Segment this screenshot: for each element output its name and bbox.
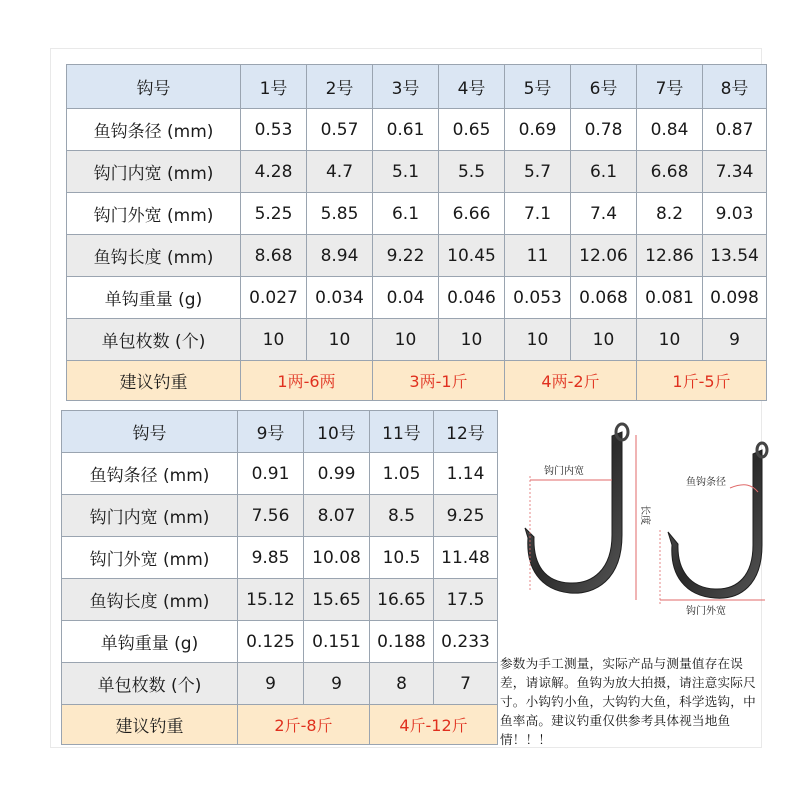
recommend-range: 4斤-12斤 bbox=[370, 705, 498, 745]
table-row-outer-gap-width bbox=[62, 537, 498, 579]
table-cell: 10 bbox=[307, 319, 373, 361]
recommend-range: 1两-6两 bbox=[241, 361, 373, 401]
header-hook-size-label: 钩号 bbox=[67, 65, 241, 109]
table-cell: 9 bbox=[238, 663, 304, 705]
table-cell: 6.68 bbox=[637, 151, 703, 193]
header-hook-size: 5号 bbox=[505, 65, 571, 109]
table-cell: 0.068 bbox=[571, 277, 637, 319]
table-cell: 8.2 bbox=[637, 193, 703, 235]
table-cell: 0.098 bbox=[703, 277, 767, 319]
row-label: 钩门内宽 (mm) bbox=[67, 151, 241, 193]
table-cell: 8.5 bbox=[370, 495, 434, 537]
recommend-range: 1斤-5斤 bbox=[637, 361, 767, 401]
row-label: 单包枚数 (个) bbox=[67, 319, 241, 361]
table-cell: 12.86 bbox=[637, 235, 703, 277]
right-hook-image bbox=[668, 443, 767, 598]
table-cell: 10 bbox=[373, 319, 439, 361]
table-cell: 6.66 bbox=[439, 193, 505, 235]
header-hook-size: 3号 bbox=[373, 65, 439, 109]
header-hook-size: 8号 bbox=[703, 65, 767, 109]
header-hook-size: 6号 bbox=[571, 65, 637, 109]
table-row-pack-count bbox=[62, 663, 498, 705]
header-hook-size: 4号 bbox=[439, 65, 505, 109]
label-wire-diameter: 鱼钩条径 bbox=[686, 477, 726, 488]
label-outer-width: 钩门外宽 bbox=[686, 606, 726, 617]
table-cell: 0.78 bbox=[571, 109, 637, 151]
header-hook-size: 2号 bbox=[307, 65, 373, 109]
table-cell: 7.34 bbox=[703, 151, 767, 193]
table-cell: 9.22 bbox=[373, 235, 439, 277]
table-row-inner-gap-width bbox=[67, 151, 767, 193]
row-label: 单钩重量 (g) bbox=[67, 277, 241, 319]
table-cell: 5.1 bbox=[373, 151, 439, 193]
hook-measurement-diagram bbox=[500, 410, 770, 640]
recommend-range: 4两-2斤 bbox=[505, 361, 637, 401]
table-cell: 7.56 bbox=[238, 495, 304, 537]
table-row-hook-length bbox=[67, 235, 767, 277]
table-row-recommended-weight bbox=[67, 361, 767, 401]
table-cell: 10.08 bbox=[304, 537, 370, 579]
table-cell: 15.65 bbox=[304, 579, 370, 621]
table-cell: 6.1 bbox=[571, 151, 637, 193]
recommend-range: 3两-1斤 bbox=[373, 361, 505, 401]
row-label: 钩门外宽 (mm) bbox=[67, 193, 241, 235]
table-cell: 0.57 bbox=[307, 109, 373, 151]
table-cell: 0.046 bbox=[439, 277, 505, 319]
table-cell: 8 bbox=[370, 663, 434, 705]
table-row-wire-diameter bbox=[62, 453, 498, 495]
table-cell: 10 bbox=[241, 319, 307, 361]
table-cell: 9 bbox=[304, 663, 370, 705]
table-cell: 11 bbox=[505, 235, 571, 277]
hook-spec-table-sizes-1-8 bbox=[66, 64, 767, 401]
table-cell: 0.04 bbox=[373, 277, 439, 319]
row-label: 鱼钩条径 (mm) bbox=[62, 453, 238, 495]
table-cell: 16.65 bbox=[370, 579, 434, 621]
table-cell: 15.12 bbox=[238, 579, 304, 621]
table-cell: 1.05 bbox=[370, 453, 434, 495]
table-cell: 5.5 bbox=[439, 151, 505, 193]
table-header-row bbox=[62, 411, 498, 453]
label-inner-width: 钩门内宽 bbox=[544, 466, 584, 477]
table-cell: 0.125 bbox=[238, 621, 304, 663]
table-cell: 0.081 bbox=[637, 277, 703, 319]
table-cell: 0.027 bbox=[241, 277, 307, 319]
row-label: 单包枚数 (个) bbox=[62, 663, 238, 705]
table-cell: 13.54 bbox=[703, 235, 767, 277]
table-cell: 0.99 bbox=[304, 453, 370, 495]
table-cell: 10.45 bbox=[439, 235, 505, 277]
table-cell: 10 bbox=[571, 319, 637, 361]
measurement-note: 参数为手工测量，实际产品与测量值存在误差，请谅解。鱼钩为放大拍摄，请注意实际尺寸。小钩钓小鱼，大钩钓大鱼，科学选钩，中鱼率高。建议钓重仅供参考具体视当地鱼情！！！ bbox=[500, 656, 756, 747]
table-cell: 7.4 bbox=[571, 193, 637, 235]
table-row-wire-diameter bbox=[67, 109, 767, 151]
header-hook-size-label: 钩号 bbox=[62, 411, 238, 453]
table-cell: 0.84 bbox=[637, 109, 703, 151]
table-cell: 9.85 bbox=[238, 537, 304, 579]
table-cell: 7 bbox=[434, 663, 498, 705]
table-cell: 5.7 bbox=[505, 151, 571, 193]
table-cell: 0.87 bbox=[703, 109, 767, 151]
recommend-range: 2斤-8斤 bbox=[238, 705, 370, 745]
table-cell: 10.5 bbox=[370, 537, 434, 579]
header-hook-size: 11号 bbox=[370, 411, 434, 453]
row-label: 钩门外宽 (mm) bbox=[62, 537, 238, 579]
table-row-pack-count bbox=[67, 319, 767, 361]
table-cell: 11.48 bbox=[434, 537, 498, 579]
table-cell: 9.03 bbox=[703, 193, 767, 235]
table-cell: 10 bbox=[505, 319, 571, 361]
table-cell: 0.151 bbox=[304, 621, 370, 663]
table-cell: 10 bbox=[439, 319, 505, 361]
table-row-outer-gap-width bbox=[67, 193, 767, 235]
row-label: 鱼钩条径 (mm) bbox=[67, 109, 241, 151]
table-cell: 5.25 bbox=[241, 193, 307, 235]
row-label: 钩门内宽 (mm) bbox=[62, 495, 238, 537]
table-cell: 0.053 bbox=[505, 277, 571, 319]
table-cell: 0.61 bbox=[373, 109, 439, 151]
header-hook-size: 1号 bbox=[241, 65, 307, 109]
table-row-inner-gap-width bbox=[62, 495, 498, 537]
table-cell: 0.53 bbox=[241, 109, 307, 151]
left-hook-image bbox=[525, 424, 628, 593]
table-cell: 10 bbox=[637, 319, 703, 361]
table-cell: 1.14 bbox=[434, 453, 498, 495]
table-cell: 6.1 bbox=[373, 193, 439, 235]
table-cell: 9.25 bbox=[434, 495, 498, 537]
table-cell: 4.7 bbox=[307, 151, 373, 193]
recommend-label: 建议钓重 bbox=[67, 361, 241, 401]
table-cell: 8.07 bbox=[304, 495, 370, 537]
table-cell: 9 bbox=[703, 319, 767, 361]
table-cell: 8.94 bbox=[307, 235, 373, 277]
table-cell: 8.68 bbox=[241, 235, 307, 277]
row-label: 鱼钩长度 (mm) bbox=[62, 579, 238, 621]
header-hook-size: 10号 bbox=[304, 411, 370, 453]
hook-spec-table-sizes-9-12 bbox=[61, 410, 498, 745]
table-row-unit-weight bbox=[67, 277, 767, 319]
table-cell: 12.06 bbox=[571, 235, 637, 277]
table-cell: 0.69 bbox=[505, 109, 571, 151]
table-row-hook-length bbox=[62, 579, 498, 621]
label-length: 长度 bbox=[639, 505, 650, 525]
table-cell: 0.034 bbox=[307, 277, 373, 319]
table-cell: 4.28 bbox=[241, 151, 307, 193]
row-label: 单钩重量 (g) bbox=[62, 621, 238, 663]
hook-diagram-svg bbox=[500, 410, 770, 640]
header-hook-size: 9号 bbox=[238, 411, 304, 453]
table-cell: 0.233 bbox=[434, 621, 498, 663]
row-label: 鱼钩长度 (mm) bbox=[67, 235, 241, 277]
table-row-unit-weight bbox=[62, 621, 498, 663]
table-cell: 0.91 bbox=[238, 453, 304, 495]
recommend-label: 建议钓重 bbox=[62, 705, 238, 745]
table-cell: 17.5 bbox=[434, 579, 498, 621]
table-cell: 0.188 bbox=[370, 621, 434, 663]
header-hook-size: 7号 bbox=[637, 65, 703, 109]
header-hook-size: 12号 bbox=[434, 411, 498, 453]
table-cell: 0.65 bbox=[439, 109, 505, 151]
table-row-recommended-weight bbox=[62, 705, 498, 745]
table-header-row bbox=[67, 65, 767, 109]
table-cell: 7.1 bbox=[505, 193, 571, 235]
table-cell: 5.85 bbox=[307, 193, 373, 235]
